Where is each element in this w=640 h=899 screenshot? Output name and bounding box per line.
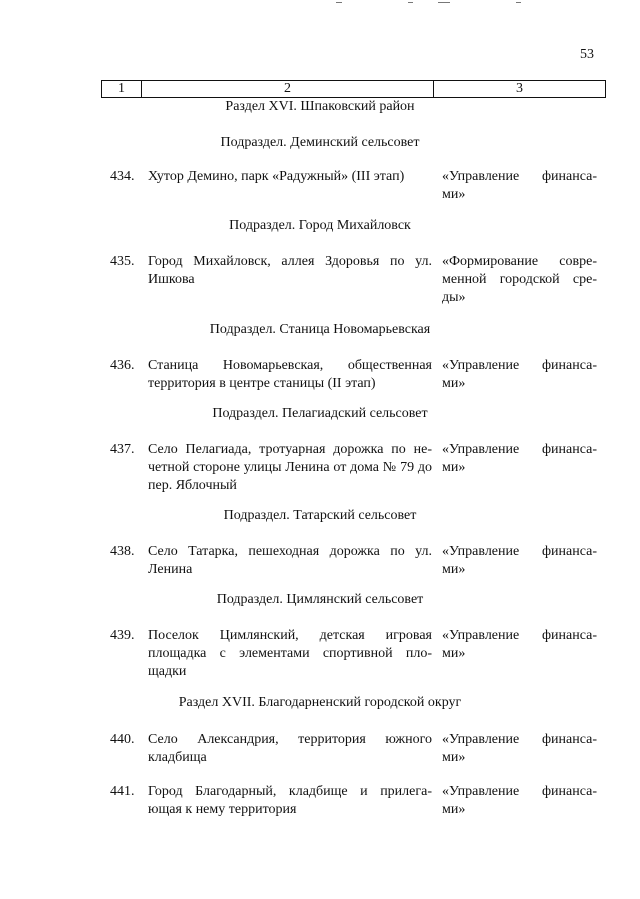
row-number: 439. — [110, 628, 135, 643]
table-row — [0, 731, 640, 767]
program-name: «Управление финанса- ми» — [442, 784, 597, 817]
subsection-block — [0, 507, 640, 525]
column-number-3: 3 — [434, 81, 606, 98]
program-name: «Управление финанса- ми» — [442, 628, 597, 661]
object-name: Хутор Демино, парк «Радужный» (III этап) — [148, 169, 405, 184]
object-name: Город Благодарный, кладбище и прилега- ющая к нему территория — [148, 784, 432, 817]
row-number: 440. — [110, 732, 135, 747]
section-heading: Раздел XVI. Шпаковский район — [225, 99, 415, 114]
subsection-block — [0, 591, 640, 609]
program-name: «Управление финанса- ми» — [442, 442, 597, 475]
row-number: 441. — [110, 784, 135, 799]
table-row — [0, 253, 640, 305]
table-row — [0, 783, 640, 819]
subsection-heading: Подраздел. Деминский сельсовет — [220, 135, 420, 150]
program-name: «Управление финанса- ми» — [442, 732, 597, 765]
section-block — [0, 98, 640, 116]
section-block — [0, 694, 640, 712]
subsection-block — [0, 134, 640, 152]
table-row — [0, 543, 640, 579]
program-name: «Управление финанса- ми» — [442, 358, 597, 391]
subsection-heading: Подраздел. Город Михайловск — [229, 218, 411, 233]
scan-artifacts — [330, 0, 530, 6]
object-name: Город Михайловск, аллея Здоровья по ул. Ишкова — [148, 254, 432, 287]
object-name: Станица Новомарьевская, общественная территория в центре станицы (II этап) — [148, 358, 432, 391]
subsection-heading: Подраздел. Цимлянский сельсовет — [216, 592, 424, 607]
object-name: Село Татарка, пешеходная дорожка по ул. Ленина — [148, 544, 432, 577]
subsection-heading: Подраздел. Татарский сельсовет — [223, 508, 417, 523]
row-number: 438. — [110, 544, 135, 559]
column-number-2: 2 — [142, 81, 434, 98]
column-number-1: 1 — [102, 81, 142, 98]
object-name: Село Пелагиада, тротуарная дорожка по не- четной стороне улицы Ленина от дома № 79 до пер. Яблочный — [148, 442, 432, 493]
row-number: 435. — [110, 254, 135, 269]
object-name: Село Александрия, территория южного кладбища — [148, 732, 432, 765]
program-name: «Формирование совре- менной городской сре- ды» — [442, 254, 597, 305]
object-name: Поселок Цимлянский, детская игровая площадка с элементами спортивной пло- щадки — [148, 628, 432, 679]
column-number-header — [101, 80, 606, 98]
section-heading: Раздел XVII. Благодарненский городской округ — [178, 695, 462, 710]
program-name: «Управление финанса- ми» — [442, 169, 597, 202]
table-row — [0, 441, 640, 495]
row-number: 436. — [110, 358, 135, 373]
subsection-block — [0, 217, 640, 235]
program-name: «Управление финанса- ми» — [442, 544, 597, 577]
table-row — [0, 168, 640, 202]
subsection-block — [0, 321, 640, 339]
page-number: 53 — [580, 47, 594, 62]
subsection-block — [0, 405, 640, 423]
subsection-heading: Подраздел. Станица Новомарьевская — [209, 322, 431, 337]
table-row — [0, 357, 640, 393]
subsection-heading: Подраздел. Пелагиадский сельсовет — [212, 406, 428, 421]
row-number: 434. — [110, 169, 135, 184]
table-row — [0, 627, 640, 681]
row-number: 437. — [110, 442, 135, 457]
